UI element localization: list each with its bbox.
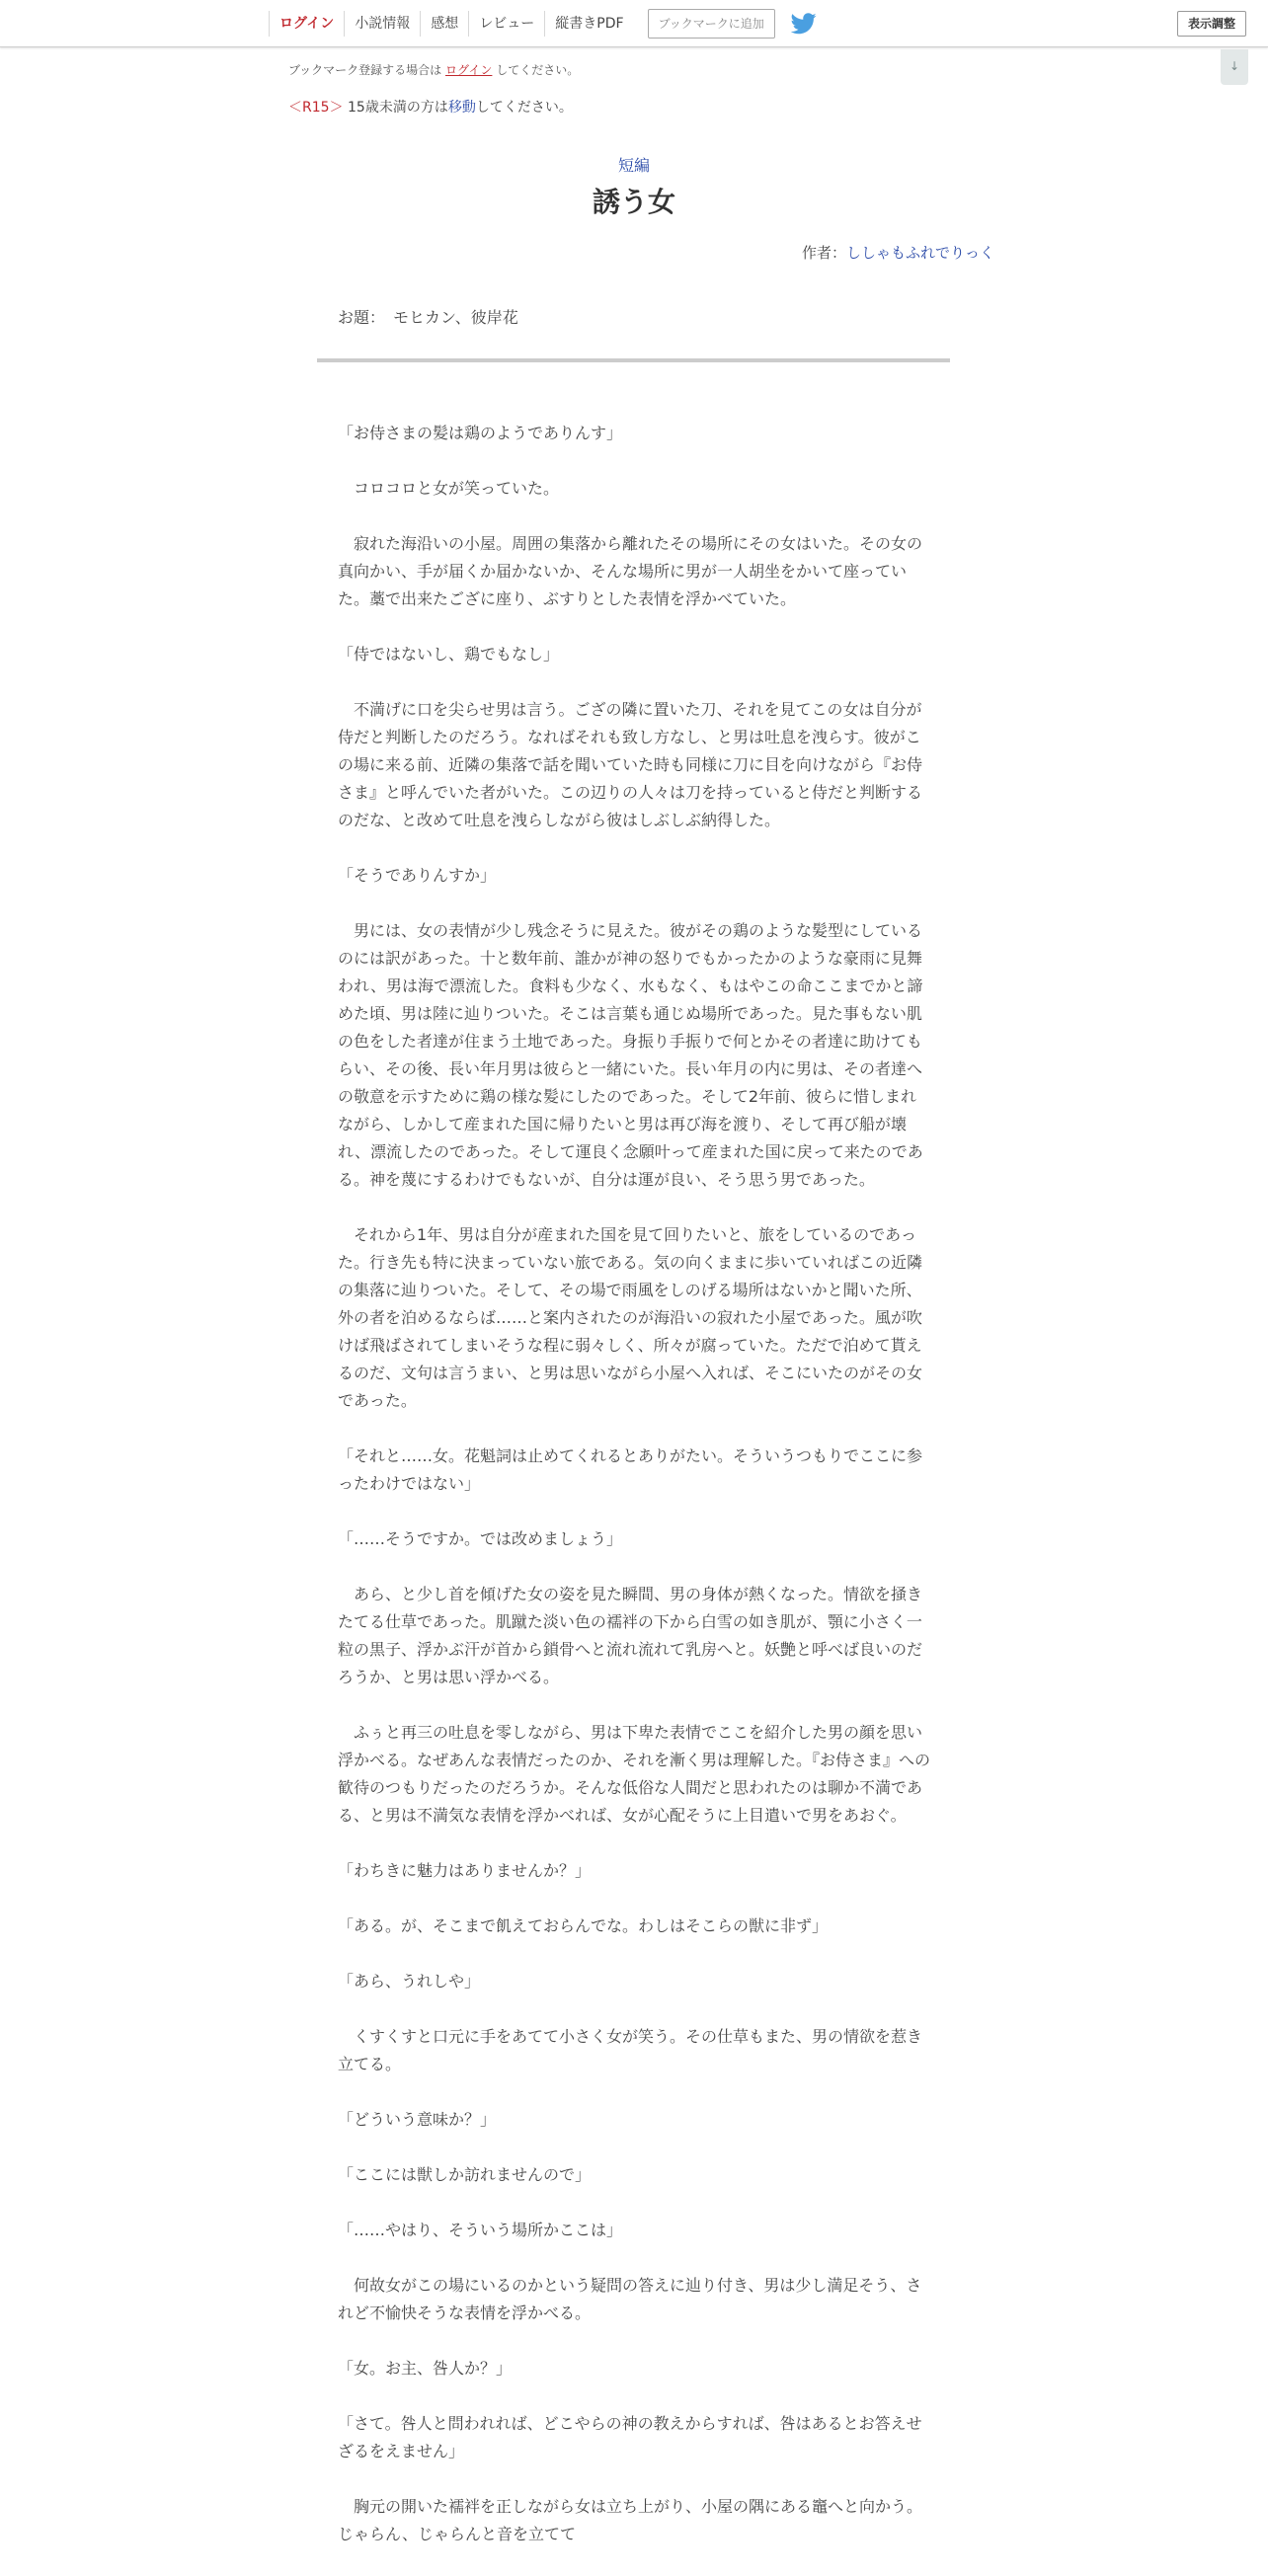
nav-impressions-link[interactable]: 感想 <box>420 11 468 37</box>
r15-move-link[interactable]: 移動 <box>447 100 476 116</box>
author-name-link[interactable]: ししゃもふれでりっく <box>845 244 994 262</box>
body-paragraph: それから1年、男は自分が産まれた国を見て回りたいと、旅をしているのであった。行き先も特に決まっていない旅である。気の向くままに歩いていればこの近隣の集落に辿りついた。そして、その場で雨風をしのげる場所はないかと聞いた所、外の者を泊めるならば……と案内されたのが海沿いの寂れた小屋であった。風が吹けば飛ばされてしまいそうな程に弱々しく、所々が腐っていた。ただで泊めて貰えるのだ、文句は言うまい、と男は思いながら小屋へ入れば、そこにいたのがその女であった。 <box>338 1225 923 1410</box>
novel-body <box>338 420 930 2576</box>
author-line <box>802 242 994 263</box>
r15-prefix: 15歳未満の方は <box>348 100 448 116</box>
novel-title: 誘う女 <box>592 186 675 218</box>
bookmark-note-prefix: ブックマーク登録する場合は <box>288 63 442 77</box>
body-paragraph: 「……やはり、そういう場所かここは」 <box>338 2221 623 2239</box>
novel-genre-label[interactable]: 短編 <box>617 156 650 175</box>
body-paragraph: 「それと……女。花魁詞は止めてくれるとありがたい。そういうつもりでここに参ったわけではない」 <box>338 1446 923 1493</box>
body-paragraph: 男には、女の表情が少し残念そうに見えた。彼がその鶏のような髪型にしているのには訳があった。十と数年前、誰かが神の怒りでもかったかのような豪雨に見舞われ、男は海で漂流した。食料も少なく、水もなく、もはやこの命ここまでかと諦めた頃、男は陸に辿りついた。そこは言葉も通じぬ場所であった。見た事もない肌の色をした者達が住まう土地であった。身振り手振りで何とかその者達に助けてもらい、その後、長い年月男は彼らと一緒にいた。長い年月の内に男は、その者達への敬意を示すために鶏の様な髪にしたのであった。そして2年前、彼らに惜しまれながら、しかして産まれた国に帰りたいと男は再び海を渡り、そして再び船が壊れ、漂流したのであった。そして運良く念願叶って産まれた国に戻って来たのである。神を蔑にするわけでもないが、自分は運が良い、そう思う男であった。 <box>338 921 923 1189</box>
body-paragraph: くすくすと口元に手をあてて小さく女が笑う。その仕草もまた、男の情欲を惹き立てる。 <box>338 2027 923 2073</box>
nav-novel-info-link[interactable]: 小説情報 <box>344 11 420 37</box>
nav-menu <box>269 0 817 46</box>
top-navigation-bar <box>0 0 1268 47</box>
body-paragraph: 「ある。が、そこまで飢えておらんでな。わしはそこらの獣に非ず」 <box>338 1916 829 1935</box>
body-paragraph: 「お侍さまの髪は鶏のようでありんす」 <box>338 424 623 442</box>
prompt-topics: お題： モヒカン、彼岸花 <box>338 308 518 327</box>
body-paragraph: 「わちきに魅力はありませんか？」 <box>338 1861 592 1880</box>
body-paragraph: 「侍ではないし、鶏でもなし」 <box>338 645 560 664</box>
body-paragraph: 「……そうですか。では改めましょう」 <box>338 1529 623 1548</box>
body-paragraph: ふぅと再三の吐息を零しながら、男は下卑た表情でここを紹介した男の顔を思い浮かべる。なぜあんな表情だったのか、それを漸く男は理解した。『お侍さま』への歓待のつもりだったのだろうか。そんな低俗な人間だと思われたのは聊か不満である、と男は不満気な表情を浮かべれば、女が心配そうに上目遣いで男をあおぐ。 <box>338 1723 931 1825</box>
bookmark-note-login-link[interactable]: ログイン <box>445 63 493 77</box>
add-bookmark-button[interactable]: ブックマークに追加 <box>648 9 775 39</box>
body-paragraph: コロコロと女が笑っていた。 <box>338 479 560 498</box>
body-paragraph: 胸元の開いた襦袢を正しながら女は立ち上がり、小屋の隅にある竈へと向かう。じゃらん、じゃらんと音を立てて <box>338 2497 923 2543</box>
body-paragraph: 不満げに口を尖らせ男は言う。ござの隣に置いた刀、それを見てこの女は自分が侍だと判断したのだろう。なればそれも致し方なし、と男は吐息を洩らす。彼がこの場に来る前、近隣の集落で話を聞いていた時も同様に刀に目を向けながら『お侍さま』と呼んでいた者がいた。この辺りの人々は刀を持っていると侍だと判断するのだな、と改めて吐息を洩らしながら彼はしぶしぶ納得した。 <box>338 700 923 829</box>
r15-suffix: してください。 <box>475 100 573 116</box>
nav-vertical-pdf-link[interactable]: 縦書きPDF <box>544 11 633 37</box>
body-paragraph: 「ここには獣しか訪れませんので」 <box>338 2165 592 2184</box>
body-paragraph: あら、と少し首を傾げた女の姿を見た瞬間、男の身体が熱くなった。情欲を掻きたてる仕草であった。肌蹴た淡い色の襦袢の下から白雪の如き肌が、顎に小さく一粒の黒子、浮かぶ汗が首から鎖骨へと流れ流れて乳房へと。妖艶と呼べば良いのだろうか、と男は思い浮かべる。 <box>338 1585 923 1686</box>
r15-notice <box>288 97 573 117</box>
body-paragraph: 「女。お主、咎人か？」 <box>338 2359 513 2378</box>
body-paragraph: 何故女がこの場にいるのかという疑問の答えに辿り付き、男は少し満足そう、されど不愉快そうな表情を浮かべる。 <box>338 2276 922 2322</box>
nav-login-link[interactable]: ログイン <box>269 11 344 37</box>
section-divider <box>317 358 950 362</box>
display-adjust-button[interactable]: 表示調整 <box>1177 11 1246 37</box>
bookmark-login-note <box>288 61 579 78</box>
body-paragraph: 寂れた海沿いの小屋。周囲の集落から離れたその場所にその女はいた。その女の真向かい、手が届くか届かないか、そんな場所に男が一人胡坐をかいて座っていた。藁で出来たござに座り、ぶすりとした表情を浮かべていた。 <box>338 534 923 608</box>
r15-tag: ＜R15＞ <box>288 100 344 116</box>
body-paragraph: 「そうでありんすか」 <box>338 866 497 885</box>
twitter-bird-icon[interactable] <box>791 13 817 35</box>
nav-review-link[interactable]: レビュー <box>468 11 544 37</box>
body-paragraph: 「さて。咎人と問われれば、どこやらの神の教えからすれば、咎はあるとお答えせざるをえません」 <box>338 2414 922 2460</box>
scroll-down-tab[interactable]: ↓ <box>1221 49 1248 85</box>
body-paragraph: 「あら、うれしや」 <box>338 1972 481 1991</box>
body-paragraph: 「どういう意味か？」 <box>338 2110 497 2129</box>
bookmark-note-suffix: してください。 <box>496 63 580 77</box>
author-label: 作者： <box>801 244 846 262</box>
